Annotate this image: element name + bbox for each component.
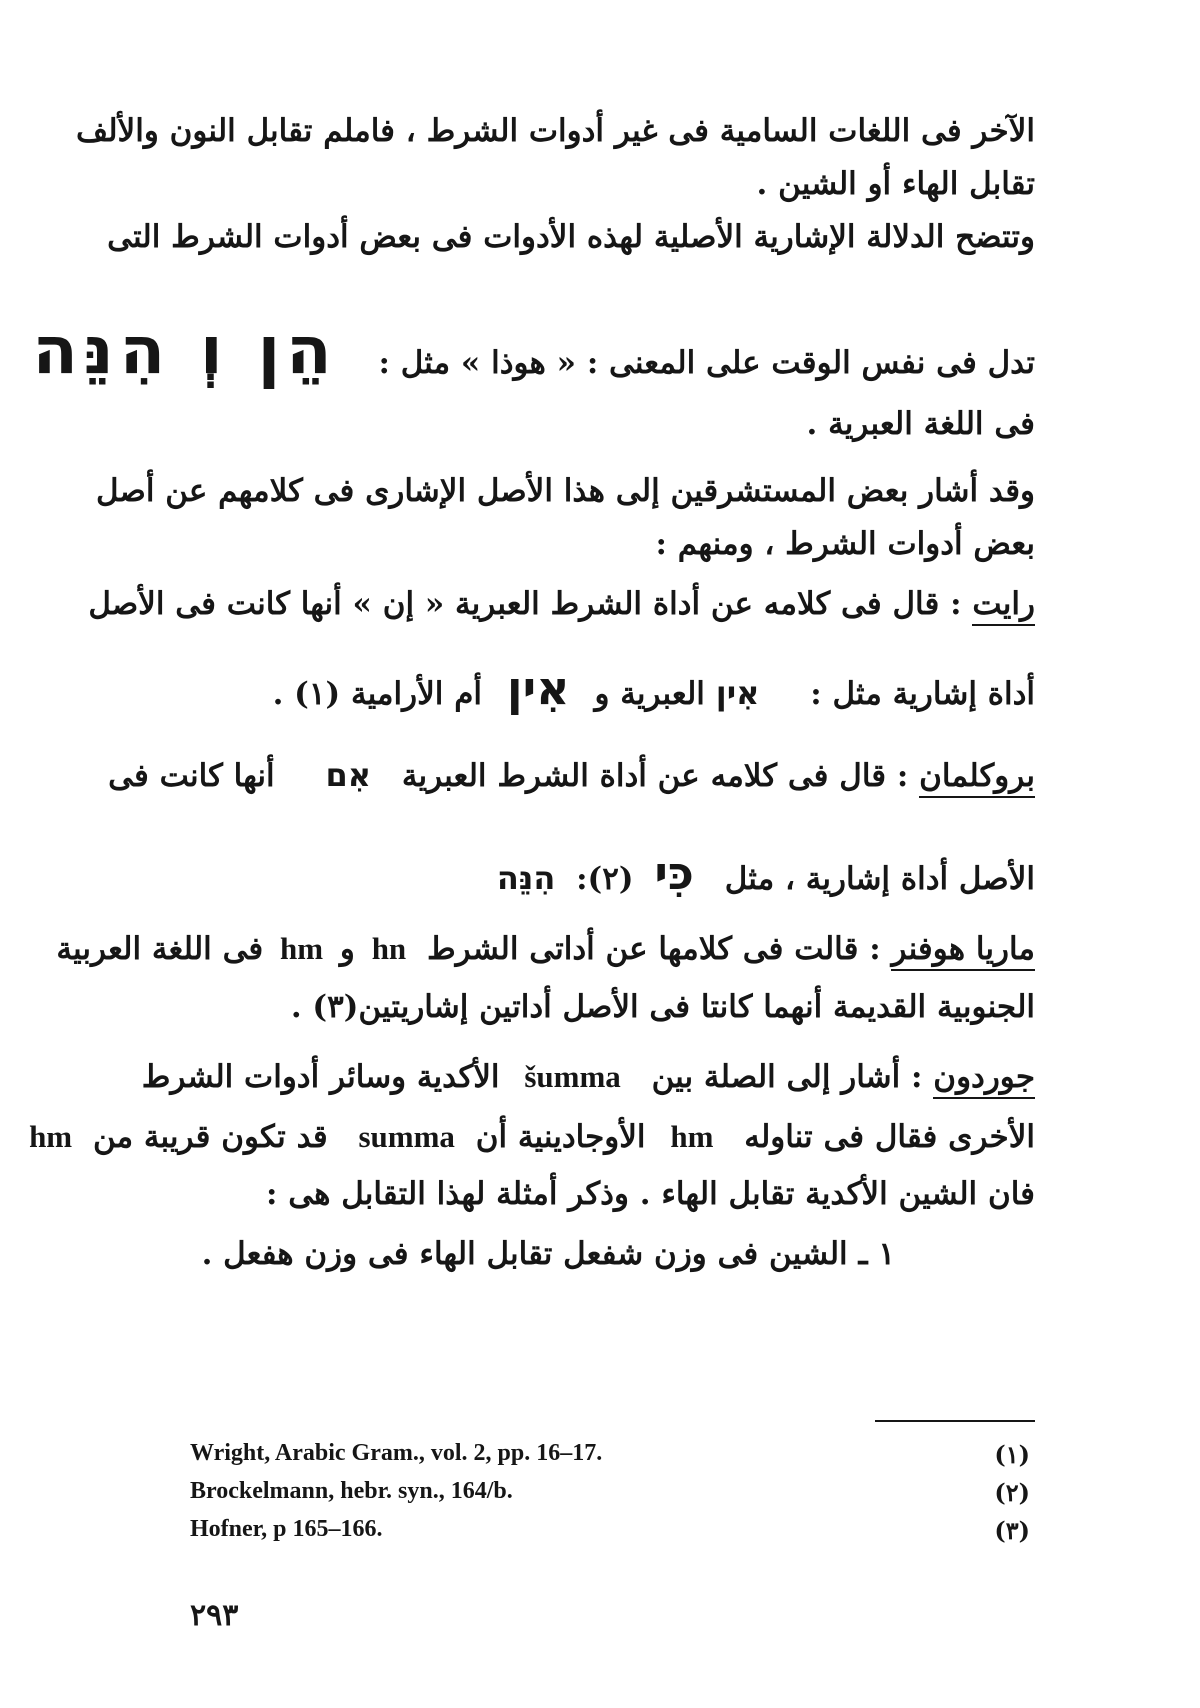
name-jordon: جوردون	[933, 1059, 1035, 1099]
text-line-14: جوردون : أشار إلى الصلة بين šumma الأكدية وسائر أدوات الشرط	[155, 1058, 1035, 1097]
latin-hm: hm	[280, 931, 324, 966]
footnote-2-number: (٢)	[994, 1478, 1030, 1507]
text-line-12: ماريا هوفنر : قالت فى كلامها عن أداتى الشرط hn و hm فى اللغة العربية	[155, 930, 1035, 969]
text-line-7: بعض أدوات الشرط ، ومنهم :	[655, 526, 1035, 562]
line-10-b: أنها كانت فى	[108, 758, 275, 794]
text-line-6: وقد أشار بعض المستشرقين إلى هذا الأصل الإشارى فى كلامهم عن أصل	[96, 473, 1035, 509]
page-number: ٢٩٣	[190, 1598, 239, 1633]
text-line-13: الجنوبية القديمة أنهما كانتا فى الأصل أداتين إشاريتين(٣) .	[290, 989, 1035, 1025]
line-11-b: (٢):	[576, 861, 634, 897]
line-9-a: أداة إشارية مثل :	[810, 676, 1035, 712]
text-line-8: رايت : قال فى كلامه عن أداة الشرط العبرية « إن » أنها كانت فى الأصل	[155, 585, 1035, 624]
latin-shumma: šumma	[524, 1059, 621, 1094]
footnote-3-number: (٣)	[994, 1516, 1030, 1545]
latin-and: و	[339, 931, 355, 967]
hebrew-im: אִם	[325, 756, 372, 794]
latin-hn: hn	[371, 931, 407, 966]
hebrew-in-script: אִין	[506, 661, 570, 715]
footnote-3-text: Hofner, p 165–166.	[190, 1516, 383, 1542]
text-line-5: فى اللغة العبرية .	[806, 406, 1035, 442]
line-11-a: الأصل أداة إشارية ، مثل	[724, 861, 1035, 897]
line-9-c: أم الأرامية (١) .	[272, 676, 483, 712]
text-line-16: فان الشين الأكدية تقابل الهاء . وذكر أمثلة لهذا التقابل هى :	[266, 1176, 1035, 1212]
hebrew-hen-hinneh: הֵן וְ הִנֵּה	[32, 312, 338, 389]
line-15-b: الأوجادينية أن	[475, 1119, 646, 1155]
line-14-b: الأكدية وسائر أدوات الشرط	[141, 1059, 500, 1095]
text-line-10: بروكلمان : قال فى كلامه عن أداة الشرط العبرية אִם أنها كانت فى	[155, 755, 1035, 796]
line-15-c: قد تكون قريبة من	[92, 1119, 328, 1155]
text-line-4	[32, 310, 1035, 393]
footnote-2	[190, 1478, 1030, 1505]
hebrew-ki: כִּי	[654, 846, 694, 900]
line-10-a: قال فى كلامه عن أداة الشرط العبرية	[401, 758, 887, 794]
name-hofner: ماريا هوفنر	[891, 931, 1035, 971]
name-brockelmann: بروكلمان	[919, 758, 1035, 798]
name-wright: رايت	[972, 586, 1035, 626]
footnote-2-text: Brockelmann, hebr. syn., 164/b.	[190, 1478, 513, 1504]
latin-hm-3: hm	[29, 1119, 73, 1154]
line-4-text: تدل فى نفس الوقت على المعنى : « هوذا » مثل :	[378, 345, 1035, 381]
footnote-3	[190, 1516, 1030, 1543]
line-9-b: العبرية و	[594, 676, 705, 712]
hebrew-in: אִין	[715, 674, 760, 712]
latin-hm-2: hm	[670, 1119, 714, 1154]
text-line-15	[29, 1118, 1035, 1157]
footnote-1-text: Wright, Arabic Gram., vol. 2, pp. 16–17.	[190, 1440, 603, 1466]
latin-summa: summa	[358, 1119, 455, 1154]
text-line-11	[155, 845, 1035, 903]
hebrew-hinneh: הִנֵּה	[496, 859, 556, 897]
footnote-separator	[875, 1420, 1035, 1422]
text-line-9	[155, 660, 1035, 718]
footnote-1-number: (١)	[994, 1440, 1030, 1469]
text-line-3: وتتضح الدلالة الإشارية الأصلية لهذه الأدوات فى بعض أدوات الشرط التى	[107, 219, 1035, 255]
line-14-a: أشار إلى الصلة بين	[651, 1059, 901, 1095]
line-12-a: قالت فى كلامها عن أداتى الشرط	[426, 931, 859, 967]
line-8-text: قال فى كلامه عن أداة الشرط العبرية « إن » أنها كانت فى الأصل	[88, 586, 940, 622]
line-15-a: الأخرى فقال فى تناوله	[744, 1119, 1035, 1155]
text-line-2: تقابل الهاء أو الشين .	[756, 166, 1035, 202]
text-line-1: الآخر فى اللغات السامية فى غير أدوات الشرط ، فاملم تقابل النون والألف	[76, 113, 1035, 149]
footnote-1	[190, 1440, 1030, 1467]
text-line-17: ١ ـ الشين فى وزن شفعل تقابل الهاء فى وزن هفعل .	[201, 1236, 895, 1272]
line-12-b: فى اللغة العربية	[56, 931, 264, 967]
